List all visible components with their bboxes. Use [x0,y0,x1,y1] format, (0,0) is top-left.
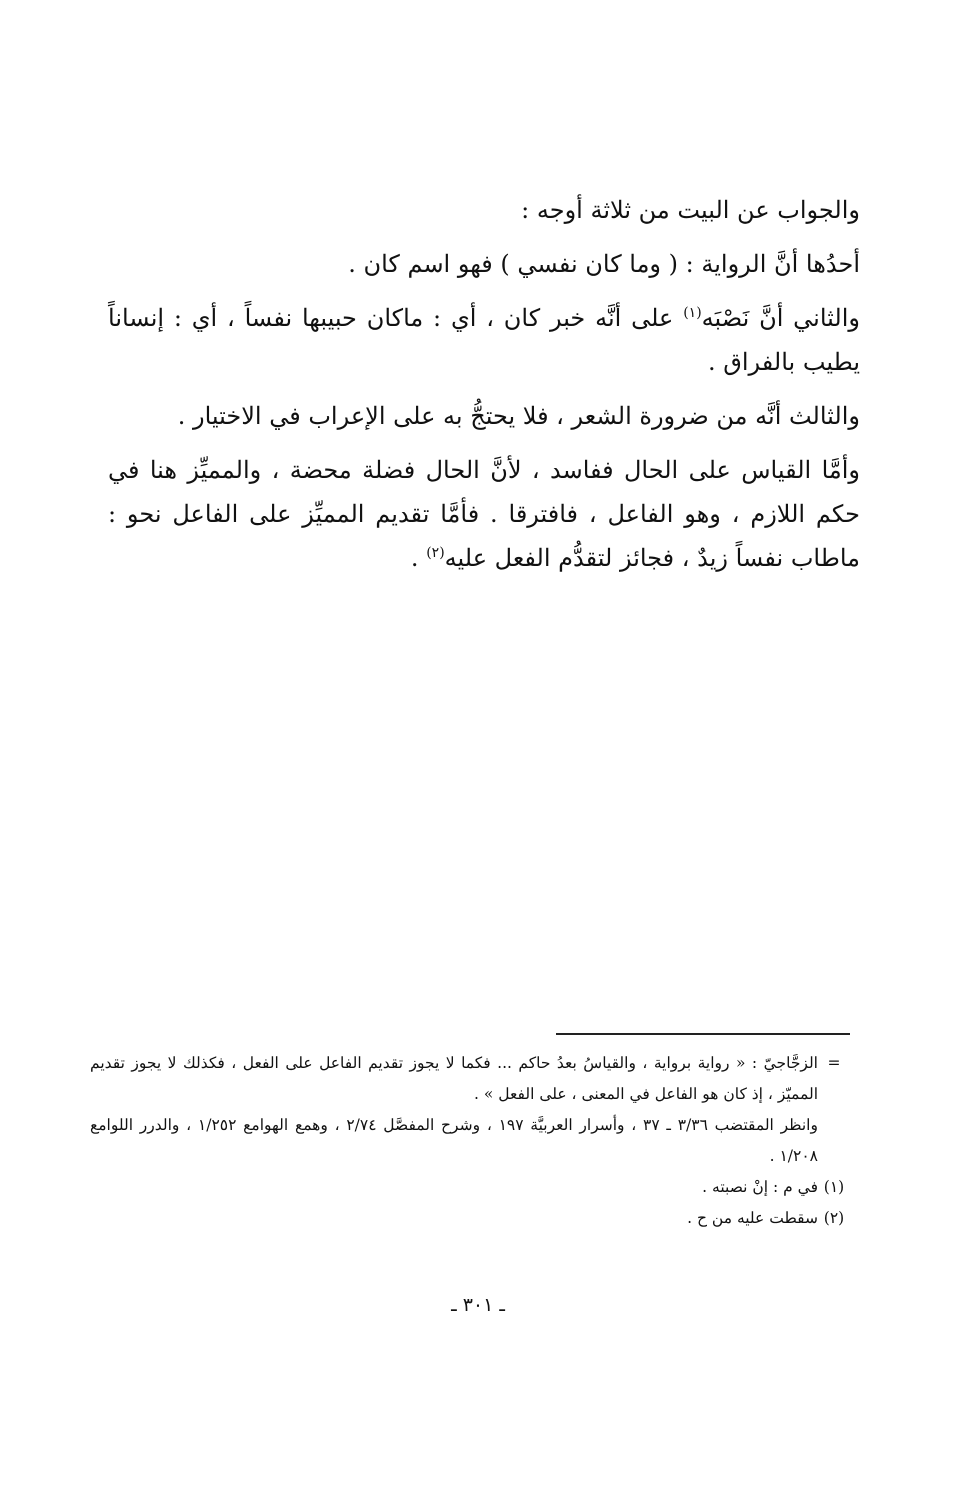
footnote-1-mark: (١) [823,1178,845,1196]
footnote-ref-1[interactable]: (١) [683,305,702,321]
paragraph-2 [108,242,860,286]
footnote-references: وانظر المقتضب ٣/٣٦ ـ ٣٧ ، وأسرار العربيَّة ١٩٧ ، وشرح المفصَّل ٢/٧٤ ، وهمع الهوامع ١/٢٥٢ ، والدرر اللوامع ١/٢٠٨ . [90,1116,818,1165]
footnote-2-text: سقطت عليه من ح . [687,1209,818,1227]
footnote-continuation-mark: = [827,1054,841,1072]
footnote-continuation [90,1048,850,1110]
page-number: ـ ٣٠١ ـ [451,1294,505,1316]
footnote-2-body [90,1203,818,1234]
main-text [108,188,860,590]
paragraph-4 [108,394,860,438]
footnote-continuation-quote: الزجَّاجيّ : « رواية برواية ، والقياسُ بعدُ حاكم ... فكما لا يجوز تقديم الفاعل على الفعل ، فكذلك لا يجوز تقديم المميّز ، إذ كان هو الفاعل في المعنى ، على الفعل » . [90,1054,818,1103]
paragraph-3-text-b: على أنَّه خبر كان ، أي : ماكان حبيبها نفساً ، أي : إنساناً يطيب بالفراق . [108,304,860,376]
footnote-1-body [90,1172,818,1203]
paragraph-2-text: أحدُها أنَّ الرواية : ( وما كان نفسي ) فهو اسم كان . [348,250,860,278]
paragraph-1 [108,188,860,232]
footnote-1-text: في م : إنْ نصبته . [702,1178,818,1196]
footnote-1 [90,1172,850,1203]
paragraph-5 [108,448,860,580]
paragraph-4-text: والثالث أنَّه من ضرورة الشعر ، فلا يحتجُّ به على الإعراب في الاختيار . [177,402,860,430]
paragraph-5-text-b: . [410,544,427,572]
paragraph-3 [108,296,860,384]
footnote-divider [556,1033,850,1035]
footnote-ref-2[interactable]: (٢) [426,545,445,561]
paragraph-5-text-a: وأمَّا القياس على الحال ففاسد ، لأنَّ الحال فضلة محضة ، والمميِّز هنا في حكم اللازم ، وهو الفاعل ، فافترقا . فأمَّا تقديم المميِّز على الفاعل نحو : ماطاب نفساً زيدٌ ، فجائز لتقدُّم الفعل عليه [108,456,861,572]
footnote-2-mark: (٢) [823,1209,845,1227]
footnotes [90,1048,850,1234]
footnote-continuation-body [90,1048,818,1110]
paragraph-1-text: والجواب عن البيت من ثلاثة أوجه : [521,196,860,224]
footnote-2 [90,1203,850,1234]
paragraph-3-text-a: والثاني أنَّ نَصْبَه [701,304,860,332]
